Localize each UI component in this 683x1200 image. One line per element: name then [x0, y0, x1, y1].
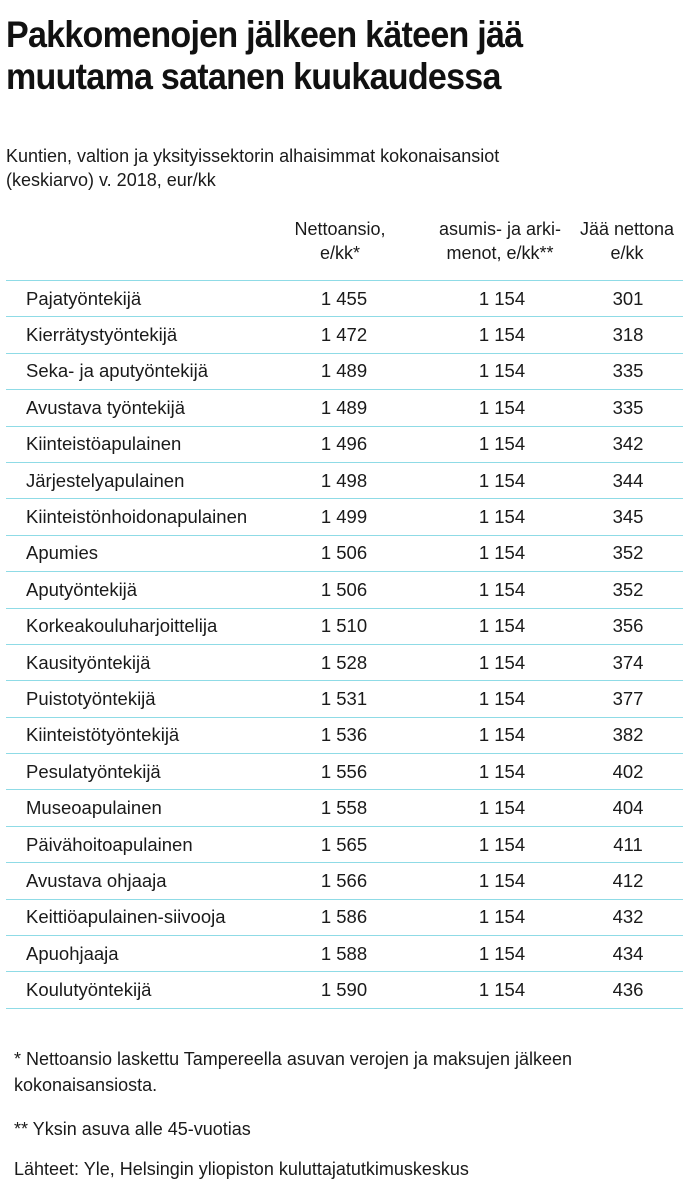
- table-row: [6, 863, 683, 899]
- row-remaining: 335: [612, 396, 644, 418]
- row-net-income: 1 489: [320, 360, 368, 382]
- footnote-living-costs: ** Yksin asuva alle 45-vuotias: [14, 1119, 251, 1139]
- row-occupation: Seka- ja aputyöntekijä: [26, 360, 209, 382]
- table-row: [6, 354, 683, 390]
- row-net-income: 1 588: [320, 942, 368, 964]
- row-occupation: Apuohjaaja: [26, 942, 119, 964]
- row-remaining: 352: [612, 578, 644, 600]
- row-remaining: 345: [612, 506, 644, 528]
- row-net-income: 1 586: [320, 906, 368, 928]
- page-subtitle: Kuntien, valtion ja yksityissektorin alhaisimmat kokonaisansiot (keskiarvo) v. 2018, eur/kk: [6, 146, 500, 190]
- row-occupation: Pesulatyöntekijä: [26, 760, 161, 782]
- row-living-costs: 1 154: [478, 869, 526, 891]
- row-living-costs: 1 154: [478, 324, 526, 346]
- row-net-income: 1 566: [320, 869, 368, 891]
- row-remaining: 411: [613, 833, 643, 855]
- row-occupation: Puistotyöntekijä: [26, 687, 156, 709]
- table-row: [6, 317, 683, 353]
- row-remaining: 412: [612, 869, 644, 891]
- row-remaining: 434: [612, 942, 644, 964]
- row-net-income: 1 499: [320, 506, 368, 528]
- row-living-costs: 1 154: [478, 724, 526, 746]
- table-row: [6, 609, 683, 645]
- row-remaining: 374: [612, 651, 644, 673]
- table-row: [6, 536, 683, 572]
- row-living-costs: 1 154: [478, 833, 526, 855]
- row-occupation: Museoapulainen: [26, 797, 162, 819]
- row-living-costs: 1 154: [478, 615, 526, 637]
- row-remaining: 301: [612, 287, 644, 309]
- row-occupation: Kiinteistönhoidonapulainen: [26, 506, 248, 528]
- row-occupation: Keittiöapulainen-siivooja: [26, 906, 226, 928]
- table-row: [6, 572, 683, 608]
- row-occupation: Avustava ohjaaja: [26, 869, 167, 891]
- source-note: Lähteet: Yle, Helsingin yliopiston kuluttajatutkimuskeskus: [14, 1159, 469, 1179]
- table-row: [6, 281, 683, 317]
- table-row: [6, 645, 683, 681]
- row-living-costs: 1 154: [478, 506, 526, 528]
- row-occupation: Järjestelyapulainen: [26, 469, 185, 491]
- table-row: [6, 790, 683, 826]
- row-occupation: Kiinteistötyöntekijä: [26, 724, 180, 746]
- row-living-costs: 1 154: [478, 979, 526, 1001]
- row-living-costs: 1 154: [478, 942, 526, 964]
- row-living-costs: 1 154: [478, 469, 526, 491]
- row-living-costs: 1 154: [478, 651, 526, 673]
- row-net-income: 1 531: [320, 687, 368, 709]
- table-row: [6, 754, 683, 790]
- table-row: [6, 681, 683, 717]
- row-net-income: 1 536: [320, 724, 368, 746]
- table-row: [6, 936, 683, 972]
- row-living-costs: 1 154: [478, 906, 526, 928]
- table-row: [6, 718, 683, 754]
- row-occupation: Kierrätystyöntekijä: [26, 324, 178, 346]
- row-remaining: 318: [612, 324, 644, 346]
- row-living-costs: 1 154: [478, 433, 526, 455]
- row-occupation: Avustava työntekijä: [26, 396, 186, 418]
- row-occupation: Kiinteistöapulainen: [26, 433, 182, 455]
- table-row: [6, 390, 683, 426]
- row-remaining: 352: [612, 542, 644, 564]
- row-remaining: 335: [612, 360, 644, 382]
- row-net-income: 1 506: [320, 578, 368, 600]
- row-occupation: Aputyöntekijä: [26, 578, 138, 600]
- row-net-income: 1 556: [320, 760, 368, 782]
- row-occupation: Koulutyöntekijä: [26, 979, 152, 1001]
- table-row: [6, 463, 683, 499]
- row-net-income: 1 472: [320, 324, 368, 346]
- row-net-income: 1 565: [320, 833, 368, 855]
- data-table: [6, 280, 683, 1009]
- column-header-living-costs: asumis- ja arki- menot, e/kk**: [438, 219, 562, 263]
- row-living-costs: 1 154: [478, 760, 526, 782]
- row-living-costs: 1 154: [478, 687, 526, 709]
- row-living-costs: 1 154: [478, 396, 526, 418]
- row-remaining: 342: [612, 433, 644, 455]
- row-net-income: 1 506: [320, 542, 368, 564]
- table-row: [6, 972, 683, 1008]
- row-occupation: Pajatyöntekijä: [26, 287, 142, 309]
- column-header-net-income: Nettoansio, e/kk*: [294, 219, 386, 263]
- table-row: [6, 827, 683, 863]
- row-net-income: 1 510: [320, 615, 368, 637]
- row-net-income: 1 489: [320, 396, 368, 418]
- row-occupation: Korkeakouluharjoittelija: [26, 615, 218, 637]
- row-remaining: 356: [612, 615, 644, 637]
- row-net-income: 1 590: [320, 979, 368, 1001]
- row-living-costs: 1 154: [478, 360, 526, 382]
- row-net-income: 1 496: [320, 433, 368, 455]
- row-net-income: 1 498: [320, 469, 368, 491]
- row-net-income: 1 558: [320, 797, 368, 819]
- row-living-costs: 1 154: [478, 287, 526, 309]
- row-net-income: 1 528: [320, 651, 368, 673]
- table-row: [6, 427, 683, 463]
- column-header-remaining: Jää nettona e/kk: [579, 219, 675, 263]
- row-living-costs: 1 154: [478, 578, 526, 600]
- row-net-income: 1 455: [320, 287, 368, 309]
- row-remaining: 377: [612, 687, 644, 709]
- row-remaining: 402: [612, 760, 644, 782]
- row-living-costs: 1 154: [478, 542, 526, 564]
- row-remaining: 344: [612, 469, 644, 491]
- page-title: Pakkomenojen jälkeen käteen jää muutama satanen kuukaudessa: [6, 14, 523, 97]
- row-occupation: Päivähoitoapulainen: [26, 833, 193, 855]
- table-row: [6, 499, 683, 535]
- footnote-net-income: * Nettoansio laskettu Tampereella asuvan verojen ja maksujen jälkeen kokonaisansiosta.: [14, 1049, 572, 1095]
- row-remaining: 382: [612, 724, 644, 746]
- row-remaining: 404: [612, 797, 644, 819]
- row-remaining: 436: [612, 979, 644, 1001]
- row-remaining: 432: [612, 906, 644, 928]
- table-row: [6, 900, 683, 936]
- row-occupation: Apumies: [26, 542, 98, 564]
- row-living-costs: 1 154: [478, 797, 526, 819]
- row-occupation: Kausityöntekijä: [26, 651, 151, 673]
